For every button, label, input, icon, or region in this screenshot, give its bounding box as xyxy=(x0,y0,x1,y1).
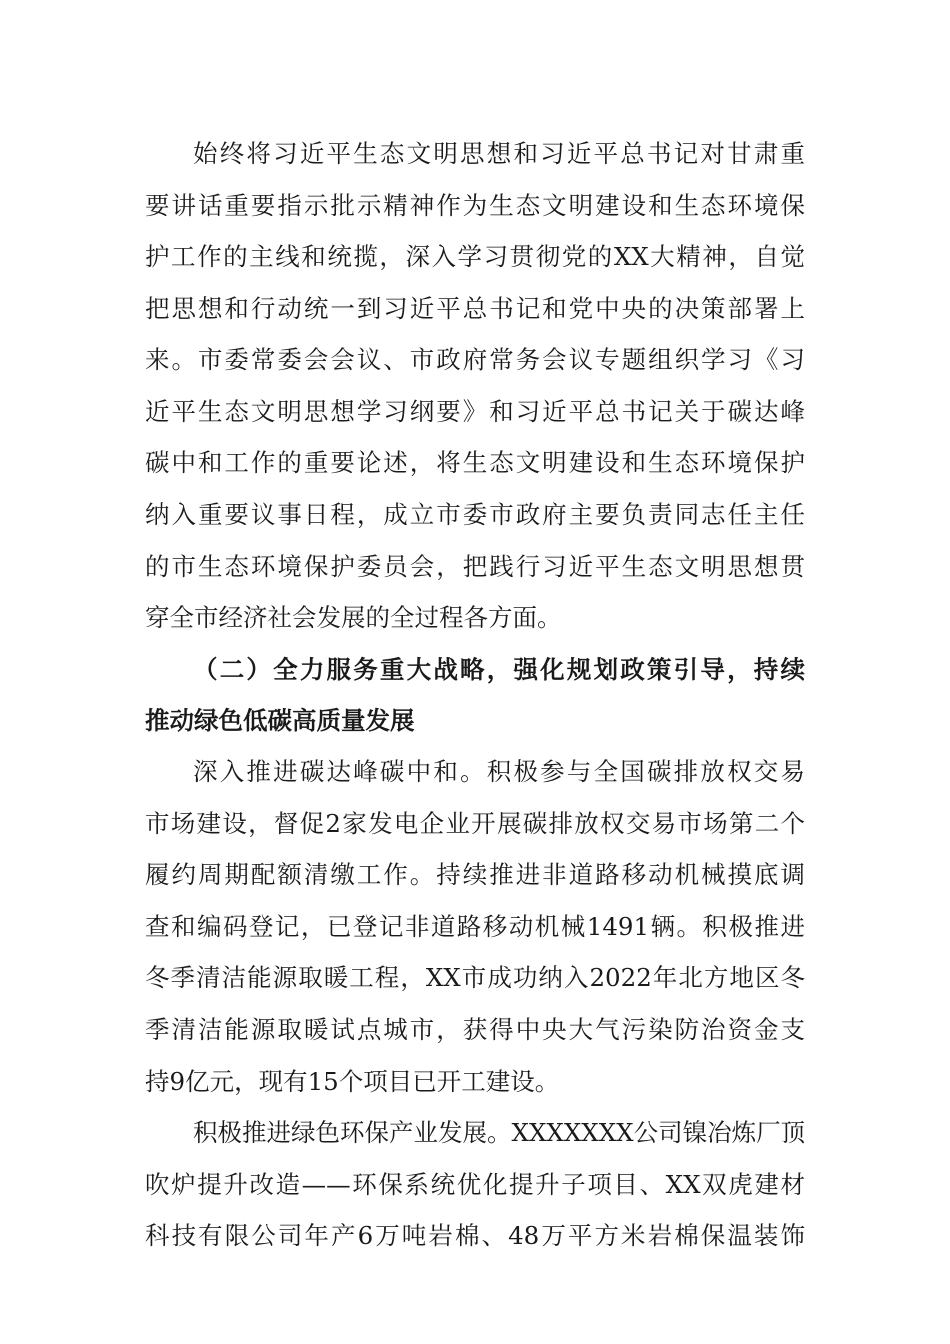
paragraph-1-line-1: 始终将习近平生态文明思想和习近平总书记对甘肃重 xyxy=(193,139,805,168)
paragraph-2-line-2: 市场建设，督促2家发电企业开展碳排放权交易市场第二个 xyxy=(145,809,805,838)
paragraph-3-line-3: 科技有限公司年产6万吨岩棉、48万平方米岩棉保温装饰 xyxy=(145,1221,805,1250)
paragraph-2-line-4: 查和编码登记，已登记非道路移动机械1491辆。积极推进 xyxy=(145,912,805,941)
paragraph-1-line-2: 要讲话重要指示批示精神作为生态文明建设和生态环境保 xyxy=(145,191,805,220)
paragraph-3-line-1: 积极推进绿色环保产业发展。XXXXXXX公司镍冶炼厂顶 xyxy=(193,1118,806,1147)
section-heading-line-2: 推动绿色低碳高质量发展 xyxy=(145,706,415,735)
paragraph-3-line-2: 吹炉提升改造——环保系统优化提升子项目、XX双虎建材 xyxy=(145,1170,805,1199)
paragraph-2-line-6: 季清洁能源取暖试点城市，获得中央大气污染防治资金支 xyxy=(145,1015,805,1044)
paragraph-1-line-10: 穿全市经济社会发展的全过程各方面。 xyxy=(145,603,562,632)
paragraph-2-line-3: 履约周期配额清缴工作。持续推进非道路移动机械摸底调 xyxy=(145,860,805,889)
paragraph-1-line-7: 碳中和工作的重要论述，将生态文明建设和生态环境保护 xyxy=(145,448,805,477)
paragraph-1-line-4: 把思想和行动统一到习近平总书记和党中央的决策部署上 xyxy=(145,294,805,323)
section-heading-line-1: （二）全力服务重大战略，强化规划政策引导，持续 xyxy=(193,655,805,684)
paragraph-1-line-5: 来。市委常委会会议、市政府常务会议专题组织学习《习 xyxy=(145,345,805,374)
paragraph-1-line-6: 近平生态文明思想学习纲要》和习近平总书记关于碳达峰 xyxy=(145,397,805,426)
paragraph-2-line-5: 冬季清洁能源取暖工程，XX市成功纳入2022年北方地区冬 xyxy=(145,963,805,992)
paragraph-2-line-7: 持9亿元，现有15个项目已开工建设。 xyxy=(145,1067,560,1096)
paragraph-1-line-9: 的市生态环境保护委员会，把践行习近平生态文明思想贯 xyxy=(145,552,805,581)
paragraph-1-line-8: 纳入重要议事日程，成立市委市政府主要负责同志任主任 xyxy=(145,500,805,529)
paragraph-2-line-1: 深入推进碳达峰碳中和。积极参与全国碳排放权交易 xyxy=(193,757,805,786)
paragraph-1-line-3: 护工作的主线和统揽，深入学习贯彻党的XX大精神，自觉 xyxy=(145,242,805,271)
